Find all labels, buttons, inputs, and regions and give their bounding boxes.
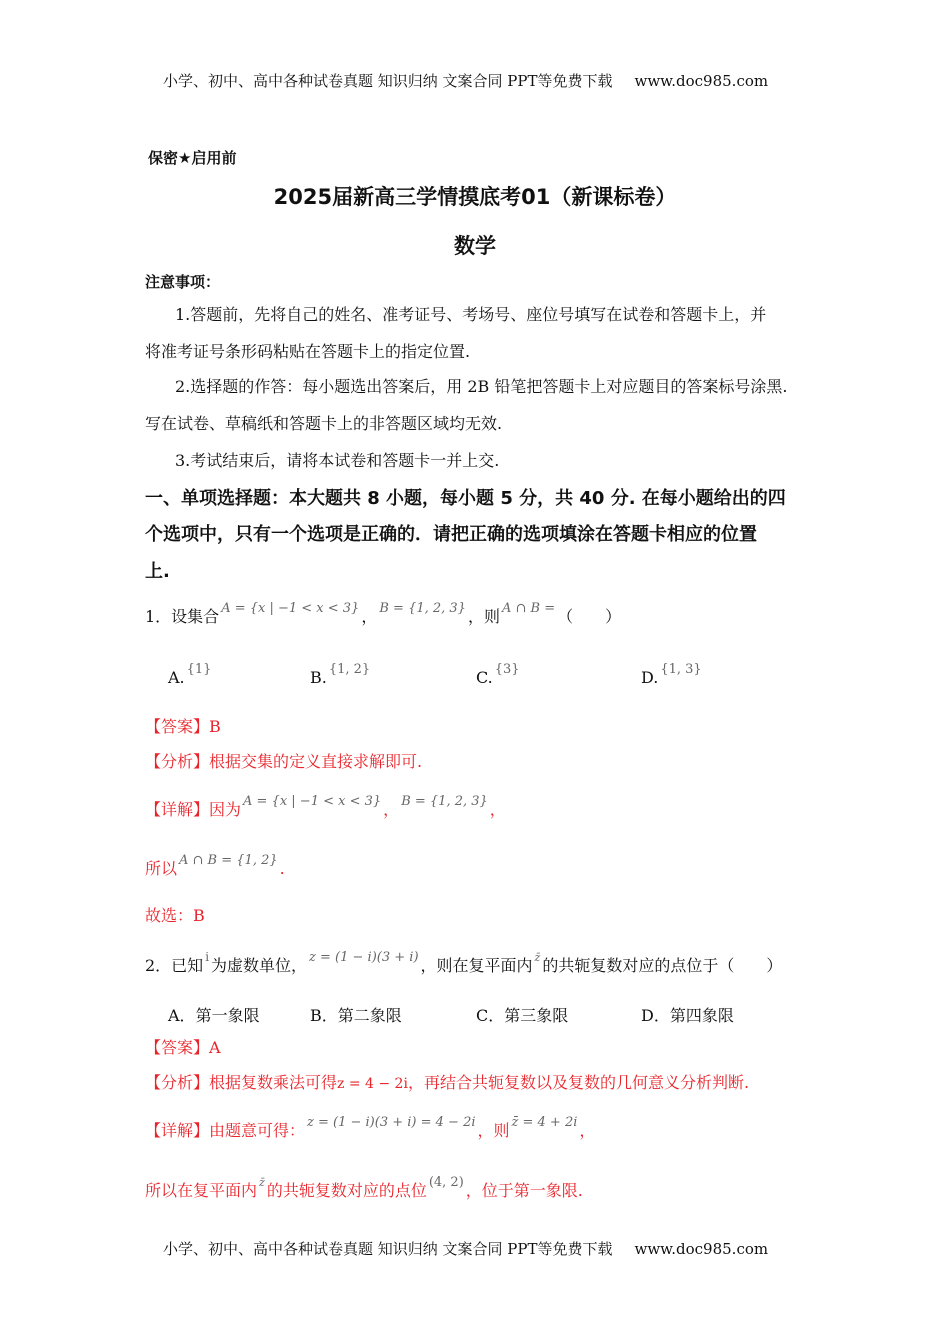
q1-conclusion: [145, 853, 285, 882]
option-value: 第二象限: [337, 1006, 402, 1025]
analysis-prefix: 【分析】根据复数乘法可得: [145, 1073, 338, 1092]
footer-url[interactable]: www.doc985.com: [634, 1240, 769, 1258]
option-letter: D．: [641, 1006, 670, 1025]
q2-analysis: [145, 1072, 749, 1095]
q1-mid: ，则: [467, 607, 500, 626]
q2-answer: 【答案】A: [145, 1038, 221, 1057]
option-letter: C.: [476, 668, 493, 687]
q1-detail: [145, 794, 506, 823]
q2-option-d[interactable]: [641, 1003, 734, 1026]
analysis-tail: ，再结合共轭复数以及复数的几何意义分析判断.: [407, 1073, 750, 1092]
subject-title: 数学: [454, 234, 496, 258]
q1-option-b[interactable]: [310, 662, 372, 687]
q2-detail: [145, 1115, 596, 1144]
option-letter: A．: [168, 1006, 196, 1025]
notice-heading: 注意事项：: [145, 273, 221, 291]
detail-conjugate: z̄ = 4 + 2i: [511, 1115, 578, 1130]
analysis-expression: z = 4 − 2i: [337, 1076, 408, 1092]
q2-tail: 的共轭复数对应的点位于（ ）: [542, 956, 783, 975]
page-header: [163, 70, 768, 91]
detail-set-b: B = {1, 2, 3}: [401, 794, 488, 809]
q1-choose: 故选：B: [145, 906, 205, 925]
q2-mid-1: 为虚数单位，: [211, 956, 308, 975]
detail-prefix: 【详解】由题意可得：: [145, 1121, 306, 1140]
page-footer: [163, 1238, 768, 1259]
q1-paren: （ ）: [557, 607, 622, 626]
confidential-mark: 保密★启用前: [148, 149, 237, 167]
conclusion-end: .: [279, 859, 285, 878]
option-letter: D.: [641, 668, 659, 687]
option-value: 第四象限: [669, 1006, 734, 1025]
conclusion-z-symbol: z̄: [259, 1176, 265, 1189]
section-1-line-2: 个选项中，只有一个选项是正确的．请把正确的选项填涂在答题卡相应的位置: [145, 524, 757, 545]
q1-expression: A ∩ B =: [501, 601, 556, 616]
q2-z-expression: z = (1 − i)(3 + i): [309, 950, 419, 965]
notice-item-2-line-1: 2.选择题的作答：每小题选出答案后，用 2B 铅笔把答题卡上对应题目的答案标号涂黑.: [175, 377, 788, 396]
header-text: 小学、初中、高中各种试卷真题 知识归纳 文案合同 PPT等免费下载: [163, 72, 613, 90]
q2-conclusion: [145, 1175, 583, 1204]
option-letter: C．: [476, 1006, 505, 1025]
notice-item-1-line-2: 将准考证号条形码粘贴在答题卡上的指定位置.: [145, 342, 471, 361]
q2-prefix: 2．已知: [145, 956, 204, 975]
option-value: {1}: [186, 662, 212, 677]
option-value: {3}: [494, 662, 520, 677]
notice-item-2-line-2: 写在试卷、草稿纸和答题卡上的非答题区域均无效.: [145, 414, 503, 433]
notice-item-3: 3.考试结束后，请将本试卷和答题卡一并上交.: [175, 451, 500, 470]
option-value: {1, 2}: [328, 662, 371, 677]
section-1-line-1: 一、单项选择题：本大题共 8 小题，每小题 5 分，共 40 分. 在每小题给出的四: [145, 488, 786, 509]
q1-option-a[interactable]: [168, 662, 213, 687]
detail-set-a: A = {x | −1 < x < 3}: [243, 794, 382, 809]
q1-comma: ，: [361, 607, 378, 626]
q2-i-symbol: i: [205, 950, 210, 964]
conclusion-point: (4, 2): [428, 1175, 464, 1190]
q2-z-symbol: z̄: [534, 951, 541, 964]
option-value: 第一象限: [195, 1006, 260, 1025]
q1-prefix: 1．设集合: [145, 607, 220, 626]
question-1: [145, 601, 622, 630]
option-letter: A.: [168, 668, 185, 687]
notice-item-1-line-1: 1.答题前，先将自己的姓名、准考证号、考场号、座位号填写在试卷和答题卡上，并: [175, 305, 767, 324]
option-value: {1, 3}: [660, 662, 702, 677]
q2-option-c[interactable]: [476, 1003, 568, 1026]
conclusion-prefix: 所以: [145, 859, 178, 878]
q1-option-c[interactable]: [476, 662, 522, 687]
exam-title: 2025届新高三学情摸底考01（新课标卷）: [273, 185, 677, 209]
q1-set-b: B = {1, 2, 3}: [379, 601, 466, 616]
q1-option-d[interactable]: [641, 662, 704, 687]
option-letter: B.: [310, 668, 327, 687]
option-letter: B．: [310, 1006, 338, 1025]
conclusion-prefix: 所以在复平面内: [145, 1181, 258, 1200]
conclusion-mid: 的共轭复数对应的点位: [266, 1181, 427, 1200]
detail-mid: ，则: [477, 1121, 510, 1140]
q2-option-a[interactable]: [168, 1003, 260, 1026]
conclusion-tail: ，位于第一象限.: [465, 1181, 583, 1200]
header-url[interactable]: www.doc985.com: [634, 72, 769, 90]
detail-expression: z = (1 − i)(3 + i) = 4 − 2i: [307, 1115, 476, 1130]
q1-set-a: A = {x | −1 < x < 3}: [221, 601, 360, 616]
conclusion-expression: A ∩ B = {1, 2}: [179, 853, 278, 868]
q1-answer: 【答案】B: [145, 717, 221, 736]
q1-analysis: 【分析】根据交集的定义直接求解即可.: [145, 752, 423, 771]
q2-option-b[interactable]: [310, 1003, 402, 1026]
section-1-line-3: 上.: [145, 561, 170, 582]
question-2: [145, 950, 783, 979]
q2-mid-2: ，则在复平面内: [420, 956, 533, 975]
detail-end: ，: [579, 1121, 596, 1140]
detail-end: ，: [489, 800, 506, 819]
detail-prefix: 【详解】因为: [145, 800, 242, 819]
footer-text: 小学、初中、高中各种试卷真题 知识归纳 文案合同 PPT等免费下载: [163, 1240, 613, 1258]
detail-comma: ，: [383, 800, 400, 819]
option-value: 第三象限: [504, 1006, 569, 1025]
